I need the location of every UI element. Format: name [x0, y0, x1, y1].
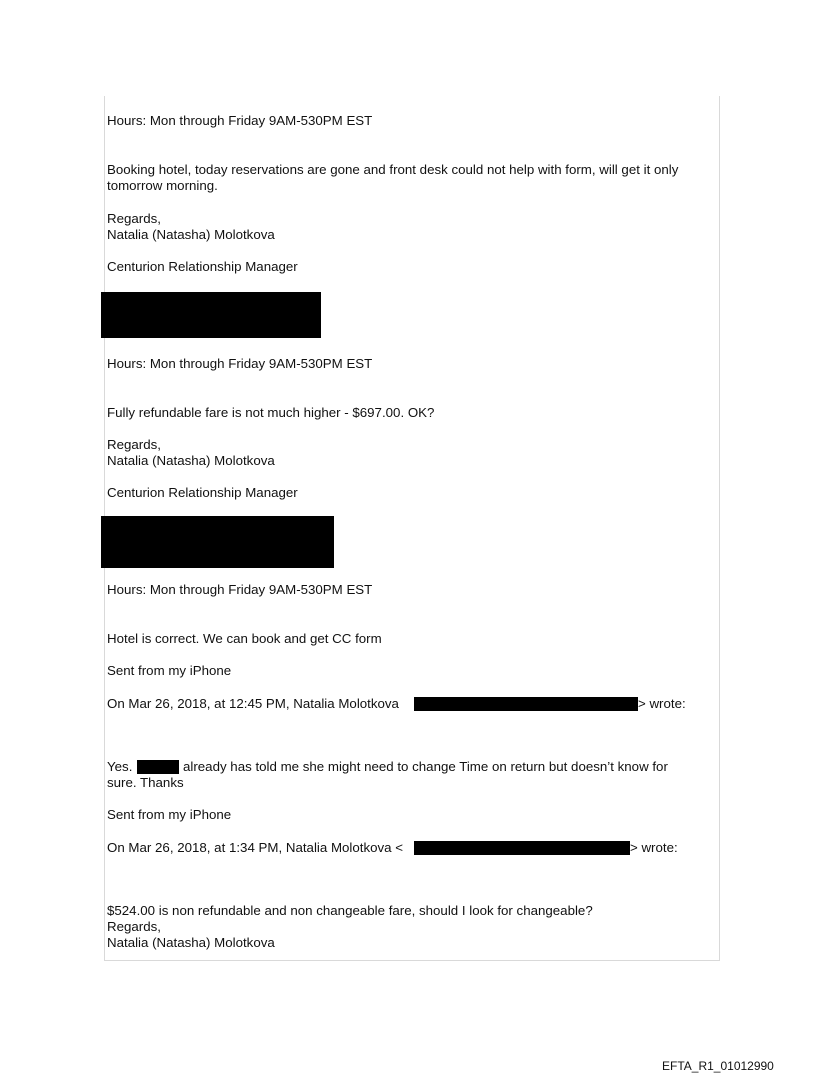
message-text: sure. Thanks	[107, 775, 184, 790]
sender-name: Natalia (Natasha) Molotkova	[107, 935, 275, 950]
regards-text: Regards,	[107, 211, 161, 226]
message-text: Booking hotel, today reservations are gone and front desk could not help with form, will get it only tomorrow morning.	[107, 162, 679, 193]
redaction-block	[101, 516, 334, 568]
quote-header-end: > wrote:	[630, 840, 678, 855]
sent-from-text: Sent from my iPhone	[107, 663, 232, 678]
sent-from-text: Sent from my iPhone	[107, 807, 232, 822]
regards-text: Regards,	[107, 919, 161, 934]
sender-name: Natalia (Natasha) Molotkova	[107, 227, 275, 242]
quote-header-start: On Mar 26, 2018, at 1:34 PM, Natalia Molotkova <	[107, 840, 404, 855]
quote-header-start: On Mar 26, 2018, at 12:45 PM, Natalia Molotkova	[107, 696, 399, 711]
document-id: EFTA_R1_01012990	[662, 1059, 774, 1073]
sender-role: Centurion Relationship Manager	[107, 485, 298, 500]
hours-line: Hours: Mon through Friday 9AM-530PM EST	[107, 113, 373, 128]
redaction-block	[414, 697, 638, 711]
hours-line: Hours: Mon through Friday 9AM-530PM EST	[107, 582, 373, 597]
sender-role: Centurion Relationship Manager	[107, 259, 298, 274]
message-text: Hotel is correct. We can book and get CC form	[107, 631, 382, 646]
quote-header-end: > wrote:	[638, 696, 686, 711]
regards-text: Regards,	[107, 437, 161, 452]
redaction-block	[101, 292, 321, 338]
message-text: $524.00 is non refundable and non changeable fare, should I look for changeable?	[107, 903, 593, 918]
redaction-block	[137, 760, 179, 774]
sender-name: Natalia (Natasha) Molotkova	[107, 453, 275, 468]
message-text: already has told me she might need to change Time on return but doesn’t know for	[183, 759, 668, 774]
message-text: Yes.	[107, 759, 133, 774]
redaction-block	[414, 841, 630, 855]
hours-line: Hours: Mon through Friday 9AM-530PM EST	[107, 356, 373, 371]
message-text: Fully refundable fare is not much higher - $697.00. OK?	[107, 405, 435, 420]
